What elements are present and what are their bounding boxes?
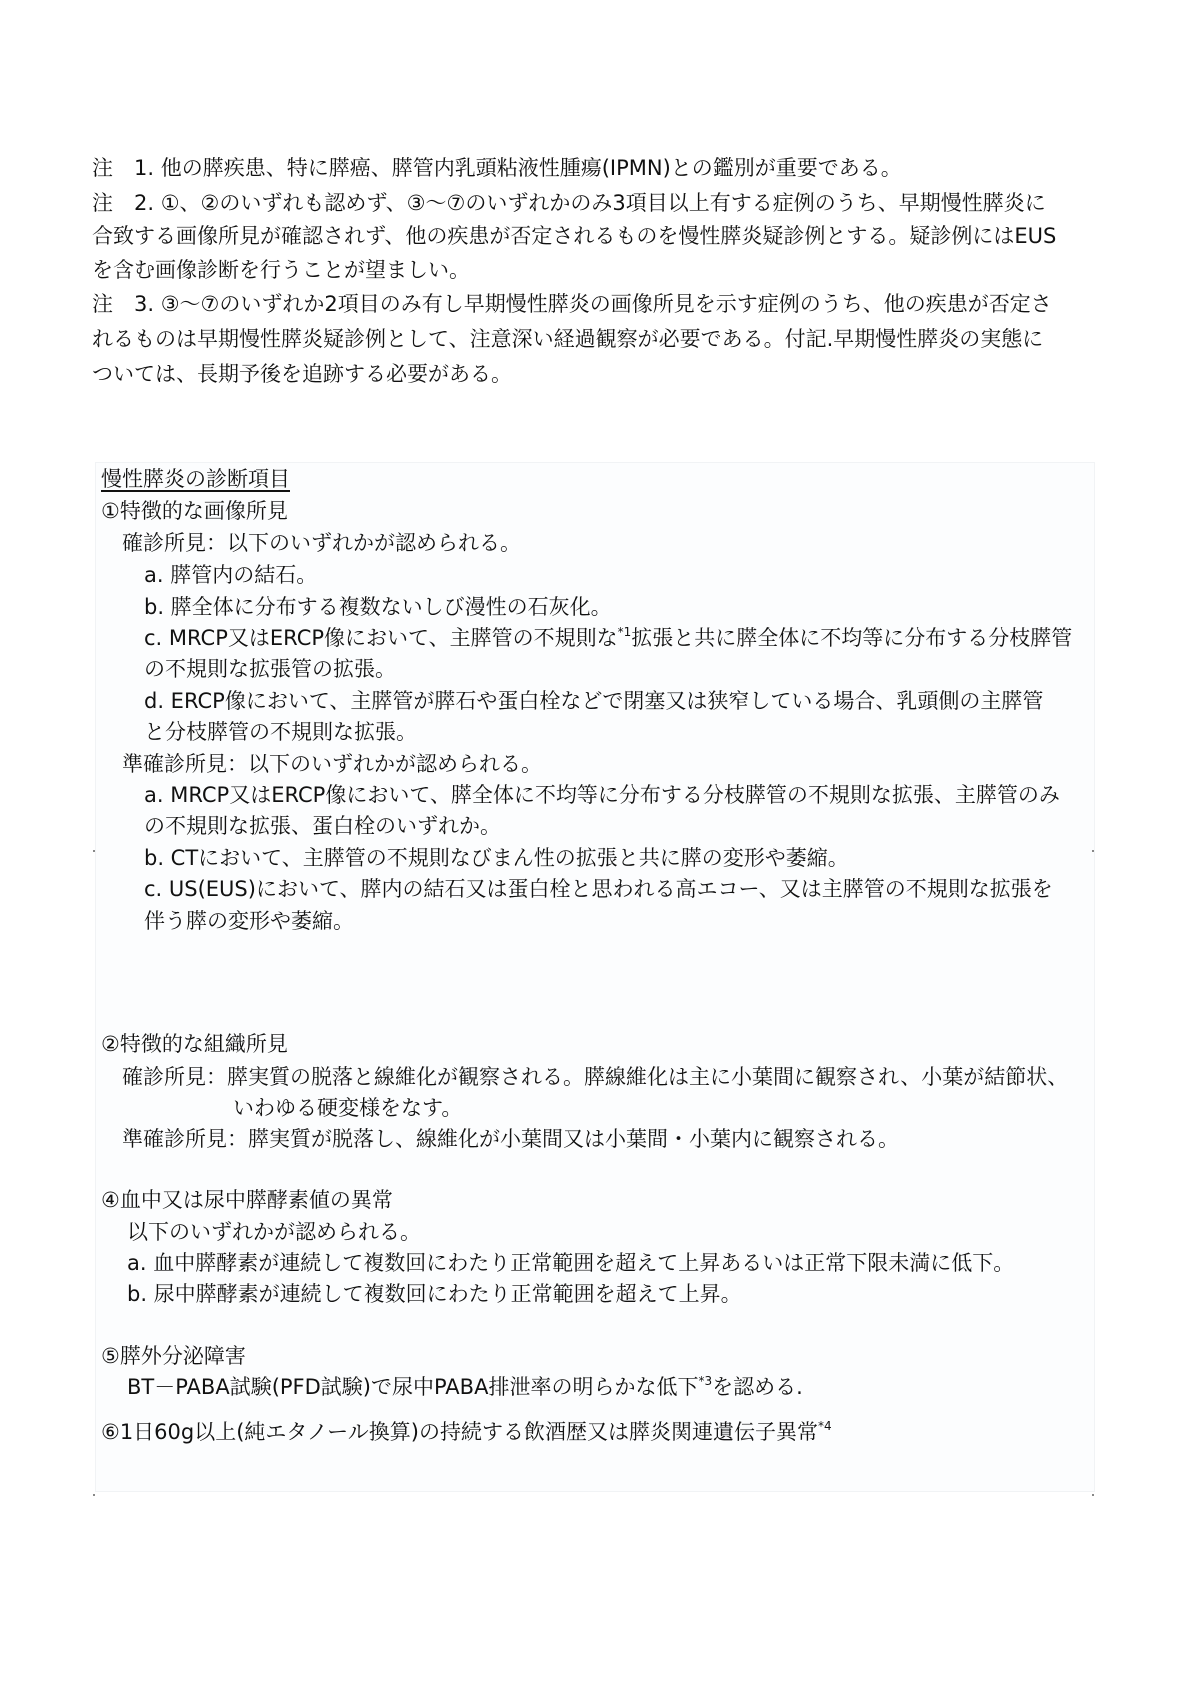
note-3-line-2: れるものは早期慢性膵炎疑診例として、注意深い経過観察が必要である。付記.早期慢性膵炎の実態に	[92, 327, 1044, 351]
scan-mark	[93, 850, 95, 852]
criteria-title: 慢性膵炎の診断項目	[101, 467, 290, 491]
item-c-text-cont: 拡張と共に膵全体に不均等に分布する分枝膵管	[631, 626, 1073, 650]
note-3-line-1: 注 3. ③～⑦のいずれか2項目のみ有し早期慢性膵炎の画像所見を示す症例のうち、他の疾患が否定さ	[92, 292, 1052, 316]
item-a: a. 膵管内の結石。	[144, 563, 318, 587]
alcohol-text: ⑥1日60g以上(純エタノール換算)の持続する飲酒歴又は膵炎関連遺伝子異常	[101, 1420, 818, 1444]
probable-item-a: a. MRCP又はERCP像において、膵全体に不均等に分布する分枝膵管の不規則な拡張、主膵管のみ	[144, 783, 1060, 807]
probable-item-c: c. US(EUS)において、膵内の結石又は蛋白栓と思われる高エコー、又は主膵管の不規則な拡張を	[144, 877, 1053, 901]
scan-mark	[1092, 850, 1094, 852]
section-alcohol	[101, 1419, 832, 1445]
probable-item-b: b. CTにおいて、主膵管の不規則なびまん性の拡張と共に膵の変形や萎縮。	[144, 846, 849, 870]
note-3-line-3: ついては、長期予後を追跡する必要がある。	[92, 362, 512, 386]
probable-findings-label: 準確診所見：以下のいずれかが認められる。	[122, 752, 542, 776]
note-2-line-2: 合致する画像所見が確認されず、他の疾患が否定されるものを慢性膵炎疑診例とする。疑診例にはEUS	[92, 224, 1057, 248]
item-c-text: c. MRCP又はERCP像において、主膵管の不規則な	[144, 626, 618, 650]
item-c	[144, 625, 1072, 651]
note-1: 注 1. 他の膵疾患、特に膵癌、膵管内乳頭粘液性腫瘍(IPMN)との鑑別が重要である。	[92, 156, 902, 180]
footnote-ref: *4	[817, 1419, 832, 1433]
section-enzyme: ④血中又は尿中膵酵素値の異常	[101, 1188, 393, 1212]
section-imaging: ①特徴的な画像所見	[101, 499, 288, 523]
exocrine-test-text-cont: を認める.	[712, 1375, 803, 1399]
enzyme-intro: 以下のいずれかが認められる。	[127, 1220, 421, 1244]
definite-findings-label: 確診所見：以下のいずれかが認められる。	[122, 531, 521, 555]
histology-probable: 準確診所見：膵実質が脱落し、線維化が小葉間又は小葉間・小葉内に観察される。	[122, 1127, 899, 1151]
exocrine-test-text: BT－PABA試験(PFD試験)で尿中PABA排泄率の明らかな低下	[127, 1375, 699, 1399]
note-2-line-3: を含む画像診断を行うことが望ましい。	[92, 258, 470, 282]
item-d-cont: と分枝膵管の不規則な拡張。	[144, 720, 417, 744]
item-c-cont: の不規則な拡張管の拡張。	[144, 657, 396, 681]
footnote-ref: *1	[617, 625, 632, 639]
section-histology: ②特徴的な組織所見	[101, 1032, 288, 1056]
probable-item-c-cont: 伴う膵の変形や萎縮。	[144, 909, 354, 933]
footnote-ref: *3	[698, 1374, 713, 1388]
histology-definite-cont: いわゆる硬変様をなす。	[233, 1096, 463, 1120]
exocrine-test	[127, 1374, 803, 1400]
enzyme-item-a: a. 血中膵酵素が連続して複数回にわたり正常範囲を超えて上昇あるいは正常下限未満に低下。	[127, 1251, 1015, 1275]
section-exocrine: ⑤膵外分泌障害	[101, 1344, 246, 1368]
scan-mark	[93, 1494, 95, 1496]
histology-definite: 確診所見：膵実質の脱落と線維化が観察される。膵線維化は主に小葉間に観察され、小葉が結節状、	[122, 1065, 1069, 1089]
enzyme-item-b: b. 尿中膵酵素が連続して複数回にわたり正常範囲を超えて上昇。	[127, 1282, 742, 1306]
item-d: d. ERCP像において、主膵管が膵石や蛋白栓などで閉塞又は狭窄している場合、乳頭側の主膵管	[144, 689, 1044, 713]
scan-mark	[1092, 1494, 1094, 1496]
item-b: b. 膵全体に分布する複数ないしび漫性の石灰化。	[144, 595, 612, 619]
probable-item-a-cont: の不規則な拡張、蛋白栓のいずれか。	[144, 814, 501, 838]
note-2-line-1: 注 2. ①、②のいずれも認めず、③～⑦のいずれかのみ3項目以上有する症例のうち、早期慢性膵炎に	[92, 191, 1046, 215]
